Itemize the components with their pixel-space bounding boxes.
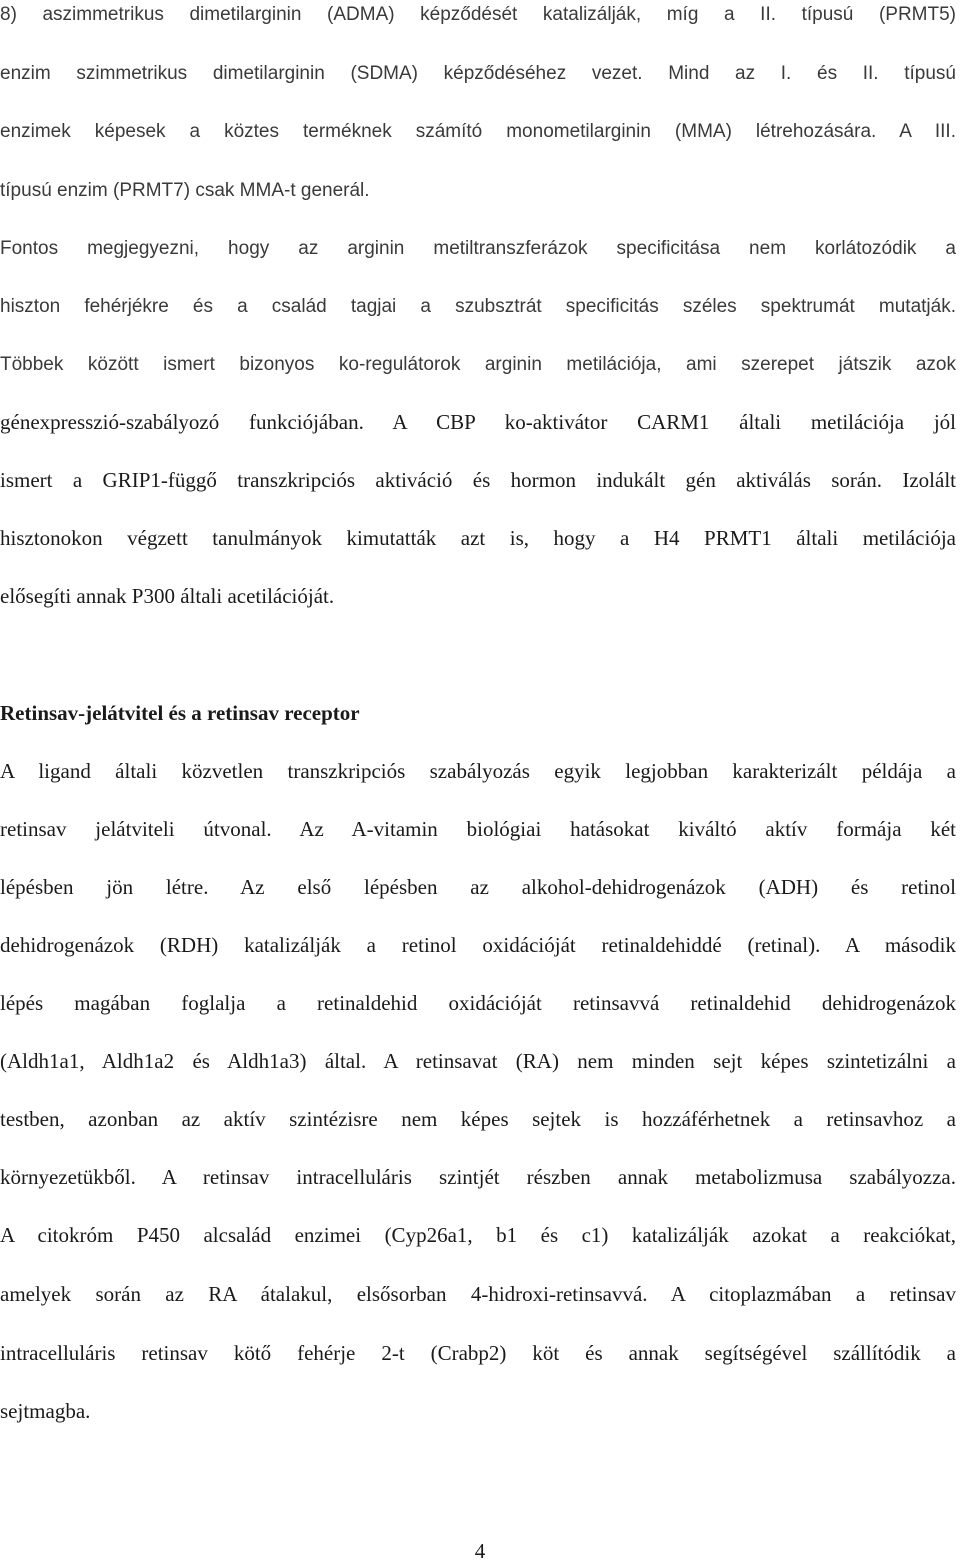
paragraph-line: A citokróm P450 alcsalád enzimei (Cyp26a1, b1 és c1) katalizálják azokat a reakciókat, bbox=[0, 1223, 956, 1247]
paragraph-line: Többek között ismert bizonyos ko-regulátorok arginin metilációja, ami szerepet játszik azok bbox=[0, 354, 956, 375]
paragraph-line: (Aldh1a1, Aldh1a2 és Aldh1a3) által. A retinsavat (RA) nem minden sejt képes szintetizálni a bbox=[0, 1049, 956, 1073]
paragraph-line: retinsav jelátviteli útvonal. Az A-vitamin biológiai hatásokat kiváltó aktív formája két bbox=[0, 817, 956, 841]
paragraph-line: Fontos megjegyezni, hogy az arginin metiltranszferázok specificitása nem korlátozódik a bbox=[0, 238, 956, 259]
paragraph-line: enzimek képesek a köztes terméknek számító monometilarginin (MMA) létrehozására. A III. bbox=[0, 121, 956, 142]
paragraph-line: enzim szimmetrikus dimetilarginin (SDMA) képződéséhez vezet. Mind az I. és II. típusú bbox=[0, 63, 956, 84]
paragraph-line: intracelluláris retinsav kötő fehérje 2-t (Crabp2) köt és annak segítségével szállítódik a bbox=[0, 1341, 956, 1365]
paragraph-line: 8) aszimmetrikus dimetilarginin (ADMA) képződését katalizálják, míg a II. típusú (PRMT5) bbox=[0, 4, 956, 25]
page-number: 4 bbox=[474, 1539, 486, 1563]
paragraph-line: lépés magában foglalja a retinaldehid oxidációját retinsavvá retinaldehid dehidrogenázok bbox=[0, 991, 956, 1015]
paragraph-line: testben, azonban az aktív szintézisre nem képes sejtek is hozzáférhetnek a retinsavhoz a bbox=[0, 1107, 956, 1131]
paragraph-line: amelyek során az RA átalakul, elsősorban 4-hidroxi-retinsavvá. A citoplazmában a retinsav bbox=[0, 1282, 956, 1306]
paragraph-line: környezetükből. A retinsav intracelluláris szintjét részben annak metabolizmusa szabályozza. bbox=[0, 1165, 956, 1189]
paragraph-line: génexpresszió-szabályozó funkciójában. A CBP ko-aktivátor CARM1 általi metilációja jól bbox=[0, 410, 956, 434]
paragraph-line: dehidrogenázok (RDH) katalizálják a retinol oxidációját retinaldehiddé (retinal). A második bbox=[0, 933, 956, 957]
paragraph-line: A ligand általi közvetlen transzkripciós szabályozás egyik legjobban karakterizált példája a bbox=[0, 759, 956, 783]
paragraph-line: ismert a GRIP1-függő transzkripciós aktiváció és hormon indukált gén aktiválás során. Izolált bbox=[0, 468, 956, 492]
paragraph-line: elősegíti annak P300 általi acetilációját. bbox=[0, 584, 335, 608]
paragraph-line: lépésben jön létre. Az első lépésben az alkohol-dehidrogenázok (ADH) és retinol bbox=[0, 875, 956, 899]
paragraph-line: típusú enzim (PRMT7) csak MMA-t generál. bbox=[0, 180, 370, 201]
paragraph-line: hisztonokon végzett tanulmányok kimutatták azt is, hogy a H4 PRMT1 általi metilációja bbox=[0, 526, 956, 550]
section-heading: Retinsav-jelátvitel és a retinsav receptor bbox=[0, 701, 360, 725]
paragraph-line: hiszton fehérjékre és a család tagjai a szubsztrát specificitás széles spektrumát mutatják. bbox=[0, 296, 956, 317]
paragraph-line: sejtmagba. bbox=[0, 1399, 91, 1423]
